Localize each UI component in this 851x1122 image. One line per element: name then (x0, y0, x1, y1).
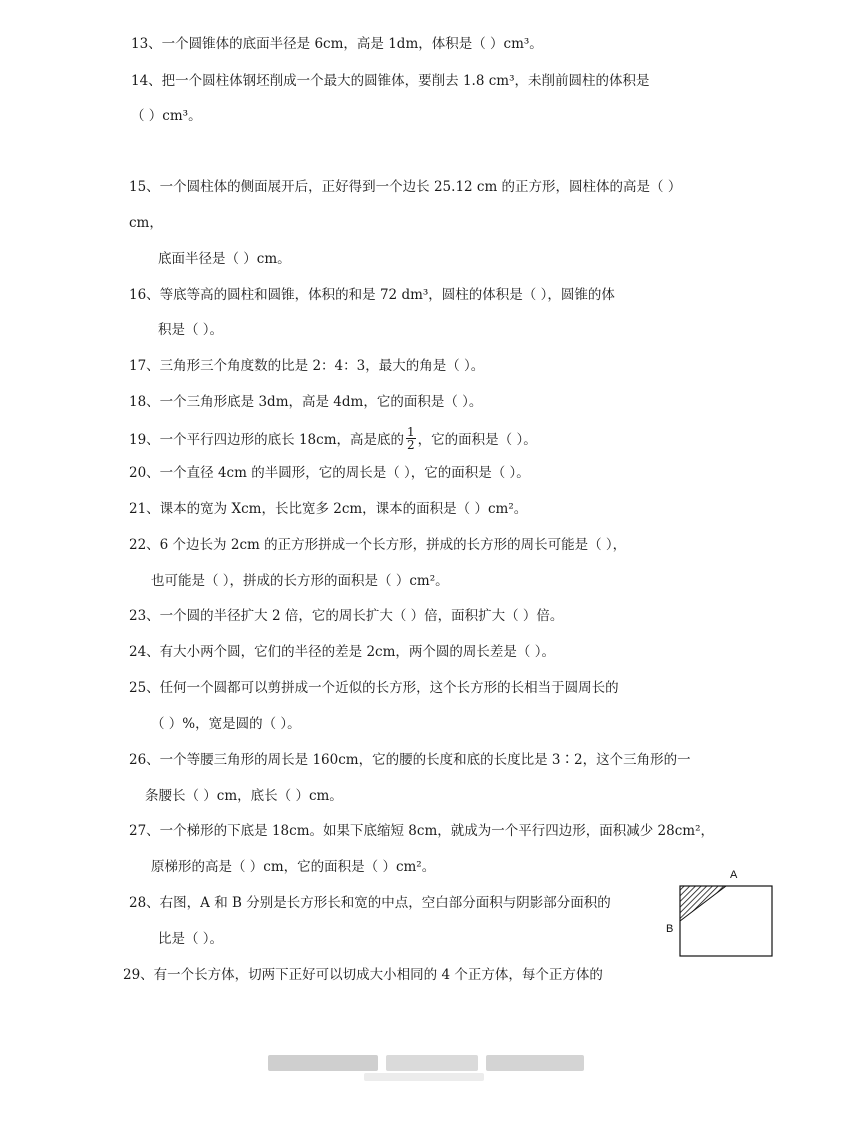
question-16-line-1: 16、等底等高的圆柱和圆锥，体积的和是 72 dm³，圆柱的体积是（ ），圆锥的体 (129, 287, 615, 303)
question-14-line-1: 14、把一个圆柱体钢坯削成一个最大的圆锥体，要削去 1.8 cm³，未削前圆柱的体积是 (131, 73, 650, 89)
question-17: 17、三角形三个角度数的比是 2：4：3，最大的角是（ ）。 (129, 358, 485, 374)
point-b-label: B (666, 923, 674, 935)
question-15-line-2: cm， (129, 215, 163, 231)
question-26-line-1: 26、一个等腰三角形的周长是 160cm，它的腰的长度和底的长度比是 3∶2，这个三角形的一 (129, 752, 691, 768)
watermark-segment (364, 1073, 484, 1081)
question-13: 13、一个圆锥体的底面半径是 6cm，高是 1dm，体积是（ ）cm³。 (131, 36, 543, 52)
question-19-text-b: ，它的面积是（ ）。 (417, 432, 537, 448)
question-16-line-2: 积是（ ）。 (158, 322, 224, 338)
watermark-segment (486, 1055, 584, 1071)
blurred-watermark (268, 1055, 584, 1071)
shaded-triangle (680, 886, 726, 921)
question-15-line-1: 15、一个圆柱体的侧面展开后，正好得到一个边长 25.12 cm 的正方形，圆柱体的高是（ ） (129, 179, 682, 195)
question-23: 23、一个圆的半径扩大 2 倍，它的周长扩大（ ）倍，面积扩大（ ）倍。 (129, 608, 564, 624)
question-25-line-1: 25、任何一个圆都可以剪拼成一个近似的长方形，这个长方形的长相当于圆周长的 (129, 680, 619, 696)
question-18: 18、一个三角形底是 3dm，高是 4dm，它的面积是（ ）。 (129, 394, 483, 410)
question-28-line-2: 比是（ ）。 (158, 931, 224, 947)
question-22-line-2: 也可能是（ ），拼成的长方形的面积是（ ）cm²。 (151, 573, 449, 589)
question-25-line-2: （ ）%，宽是圆的（ ）。 (151, 716, 301, 732)
question-27-line-1: 27、一个梯形的下底是 18cm。如果下底缩短 8cm，就成为一个平行四边形，面积减少 28cm²， (129, 823, 714, 839)
question-27-line-2: 原梯形的高是（ ）cm，它的面积是（ ）cm²。 (151, 859, 436, 875)
rectangle-figure (664, 866, 774, 962)
question-22-line-1: 22、6 个边长为 2cm 的正方形拼成一个长方形，拼成的长方形的周长可能是（ ）， (129, 537, 627, 553)
question-19 (129, 425, 537, 453)
question-29: 29、有一个长方体，切两下正好可以切成大小相同的 4 个正方体，每个正方体的 (123, 967, 603, 983)
watermark-segment (386, 1055, 478, 1071)
question-26-line-2: 条腰长（ ）cm，底长（ ）cm。 (145, 788, 343, 804)
fraction-denominator: 2 (407, 438, 415, 452)
question-14-line-2: （ ）cm³。 (131, 108, 202, 124)
question-24: 24、有大小两个圆，它们的半径的差是 2cm，两个圆的周长差是（ ）。 (129, 644, 555, 660)
question-15-line-3: 底面半径是（ ）cm。 (158, 251, 291, 267)
watermark-segment (268, 1055, 378, 1071)
question-20: 20、一个直径 4cm 的半圆形，它的周长是（ ），它的面积是（ ）。 (129, 465, 530, 481)
fraction-numerator: 1 (407, 425, 415, 439)
point-a-label: A (730, 869, 738, 881)
fraction-one-half (406, 426, 416, 451)
question-21: 21、课本的宽为 Xcm，长比宽多 2cm，课本的面积是（ ）cm²。 (129, 501, 528, 517)
question-19-text-a: 19、一个平行四边形的底长 18cm，高是底的 (129, 432, 405, 448)
question-28-line-1: 28、右图，A 和 B 分别是长方形长和宽的中点，空白部分面积与阴影部分面积的 (129, 895, 611, 911)
